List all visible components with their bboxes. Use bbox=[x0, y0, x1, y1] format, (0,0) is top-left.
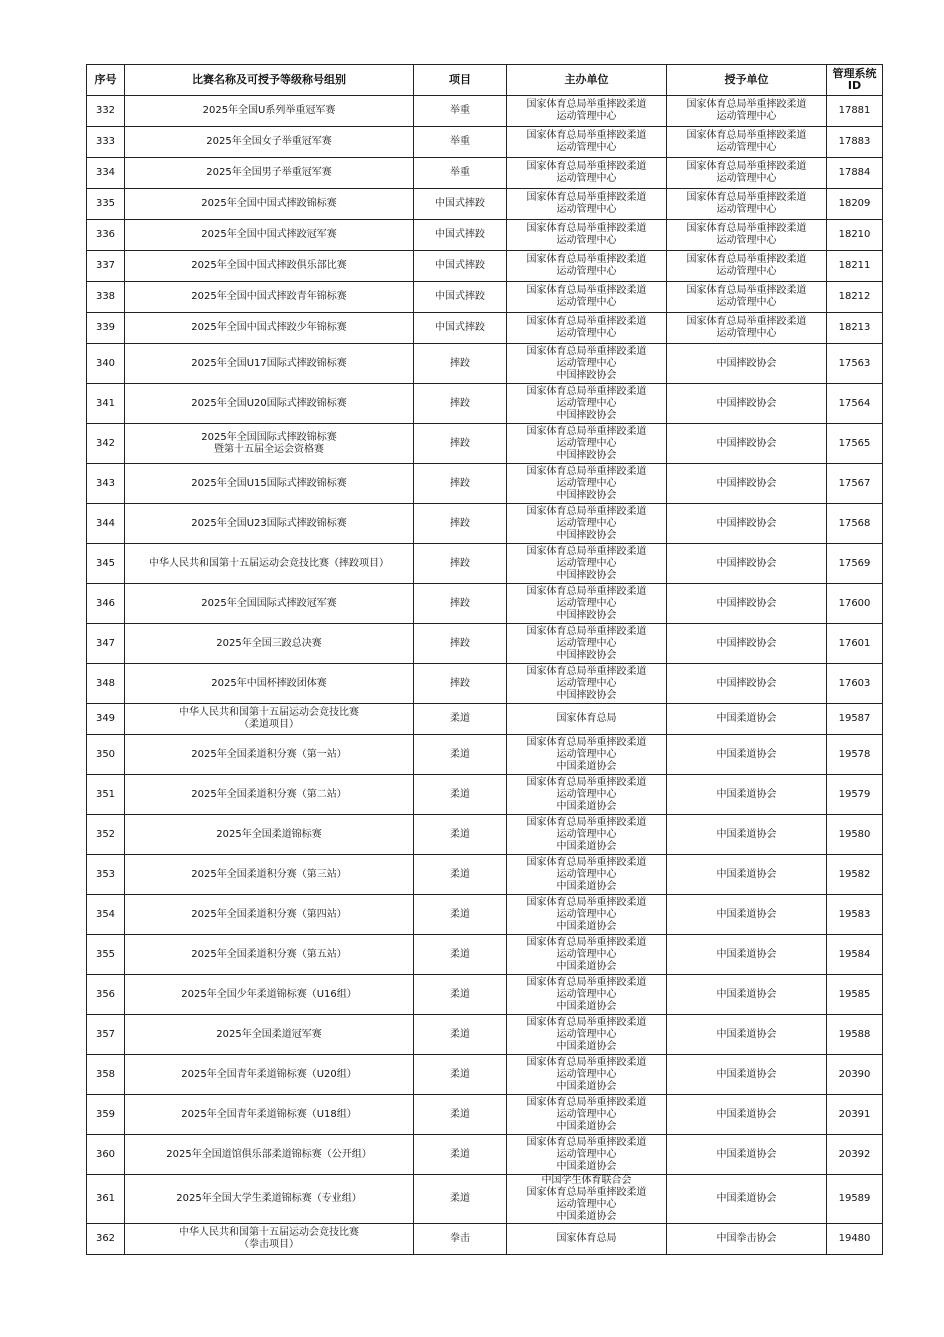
cell-item: 摔跤 bbox=[414, 504, 507, 544]
cell-name: 2025年全国三跤总决赛 bbox=[125, 624, 414, 664]
cell-id: 18210 bbox=[827, 220, 883, 251]
cell-name: 2025年全国柔道积分赛（第一站） bbox=[125, 735, 414, 775]
cell-no: 351 bbox=[87, 775, 125, 815]
cell-name: 2025年全国柔道锦标赛 bbox=[125, 815, 414, 855]
cell-name: 中华人民共和国第十五届运动会竞技比赛 （拳击项目） bbox=[125, 1224, 414, 1255]
cell-organizer: 国家体育总局举重摔跤柔道 运动管理中心 中国摔跤协会 bbox=[507, 544, 667, 584]
cell-organizer: 国家体育总局举重摔跤柔道 运动管理中心 中国柔道协会 bbox=[507, 895, 667, 935]
cell-item: 柔道 bbox=[414, 775, 507, 815]
table-row bbox=[87, 344, 883, 384]
cell-id: 19589 bbox=[827, 1175, 883, 1224]
table-row bbox=[87, 251, 883, 282]
header-no: 序号 bbox=[87, 65, 125, 96]
table-row bbox=[87, 935, 883, 975]
table-row bbox=[87, 855, 883, 895]
cell-name: 2025年全国女子举重冠军赛 bbox=[125, 127, 414, 158]
cell-no: 336 bbox=[87, 220, 125, 251]
cell-no: 357 bbox=[87, 1015, 125, 1055]
cell-authority: 中国摔跤协会 bbox=[667, 384, 827, 424]
cell-no: 358 bbox=[87, 1055, 125, 1095]
cell-no: 342 bbox=[87, 424, 125, 464]
cell-organizer: 国家体育总局 bbox=[507, 704, 667, 735]
cell-authority: 中国柔道协会 bbox=[667, 1055, 827, 1095]
cell-no: 343 bbox=[87, 464, 125, 504]
cell-no: 338 bbox=[87, 282, 125, 313]
cell-item: 拳击 bbox=[414, 1224, 507, 1255]
header-name: 比赛名称及可授予等级称号组别 bbox=[125, 65, 414, 96]
cell-authority: 国家体育总局举重摔跤柔道 运动管理中心 bbox=[667, 96, 827, 127]
cell-name: 2025年全国U系列举重冠军赛 bbox=[125, 96, 414, 127]
cell-id: 20391 bbox=[827, 1095, 883, 1135]
cell-authority: 中国柔道协会 bbox=[667, 1135, 827, 1175]
cell-name: 2025年全国国际式摔跤冠军赛 bbox=[125, 584, 414, 624]
cell-name: 2025年全国中国式摔跤青年锦标赛 bbox=[125, 282, 414, 313]
cell-id: 20392 bbox=[827, 1135, 883, 1175]
cell-id: 18211 bbox=[827, 251, 883, 282]
cell-name: 中华人民共和国第十五届运动会竞技比赛 （柔道项目） bbox=[125, 704, 414, 735]
cell-id: 19585 bbox=[827, 975, 883, 1015]
cell-item: 举重 bbox=[414, 96, 507, 127]
cell-no: 349 bbox=[87, 704, 125, 735]
cell-authority: 中国拳击协会 bbox=[667, 1224, 827, 1255]
cell-item: 摔跤 bbox=[414, 624, 507, 664]
cell-no: 332 bbox=[87, 96, 125, 127]
cell-authority: 国家体育总局举重摔跤柔道 运动管理中心 bbox=[667, 251, 827, 282]
table-row bbox=[87, 1224, 883, 1255]
cell-id: 17601 bbox=[827, 624, 883, 664]
cell-no: 345 bbox=[87, 544, 125, 584]
cell-no: 361 bbox=[87, 1175, 125, 1224]
cell-organizer: 国家体育总局举重摔跤柔道 运动管理中心 中国柔道协会 bbox=[507, 815, 667, 855]
header-id: 管理系统 ID bbox=[827, 65, 883, 96]
cell-item: 柔道 bbox=[414, 975, 507, 1015]
table-row bbox=[87, 704, 883, 735]
cell-no: 335 bbox=[87, 189, 125, 220]
table-row bbox=[87, 282, 883, 313]
table-row bbox=[87, 1175, 883, 1224]
cell-no: 355 bbox=[87, 935, 125, 975]
cell-no: 352 bbox=[87, 815, 125, 855]
cell-organizer: 国家体育总局举重摔跤柔道 运动管理中心 bbox=[507, 189, 667, 220]
cell-id: 19582 bbox=[827, 855, 883, 895]
table-row bbox=[87, 1055, 883, 1095]
cell-name: 2025年全国U20国际式摔跤锦标赛 bbox=[125, 384, 414, 424]
cell-organizer: 国家体育总局举重摔跤柔道 运动管理中心 中国柔道协会 bbox=[507, 855, 667, 895]
cell-no: 354 bbox=[87, 895, 125, 935]
cell-name: 2025年全国中国式摔跤少年锦标赛 bbox=[125, 313, 414, 344]
table-row bbox=[87, 504, 883, 544]
cell-no: 350 bbox=[87, 735, 125, 775]
cell-item: 摔跤 bbox=[414, 384, 507, 424]
cell-name: 2025年全国中国式摔跤冠军赛 bbox=[125, 220, 414, 251]
cell-id: 19480 bbox=[827, 1224, 883, 1255]
cell-authority: 中国摔跤协会 bbox=[667, 344, 827, 384]
table-row bbox=[87, 1135, 883, 1175]
cell-id: 17564 bbox=[827, 384, 883, 424]
cell-organizer: 国家体育总局举重摔跤柔道 运动管理中心 中国柔道协会 bbox=[507, 1055, 667, 1095]
cell-item: 中国式摔跤 bbox=[414, 282, 507, 313]
cell-authority: 中国摔跤协会 bbox=[667, 464, 827, 504]
cell-no: 346 bbox=[87, 584, 125, 624]
cell-no: 334 bbox=[87, 158, 125, 189]
cell-item: 中国式摔跤 bbox=[414, 189, 507, 220]
cell-item: 柔道 bbox=[414, 1095, 507, 1135]
cell-name: 2025年全国U17国际式摔跤锦标赛 bbox=[125, 344, 414, 384]
cell-authority: 中国柔道协会 bbox=[667, 704, 827, 735]
cell-organizer: 国家体育总局举重摔跤柔道 运动管理中心 中国柔道协会 bbox=[507, 935, 667, 975]
cell-organizer: 国家体育总局举重摔跤柔道 运动管理中心 中国柔道协会 bbox=[507, 735, 667, 775]
header-organizer: 主办单位 bbox=[507, 65, 667, 96]
cell-item: 摔跤 bbox=[414, 664, 507, 704]
table-row bbox=[87, 664, 883, 704]
cell-name: 2025年全国中国式摔跤俱乐部比赛 bbox=[125, 251, 414, 282]
cell-item: 柔道 bbox=[414, 855, 507, 895]
table-row bbox=[87, 189, 883, 220]
table-row bbox=[87, 384, 883, 424]
table-row bbox=[87, 895, 883, 935]
cell-id: 19580 bbox=[827, 815, 883, 855]
table-row bbox=[87, 464, 883, 504]
cell-id: 19579 bbox=[827, 775, 883, 815]
cell-organizer: 国家体育总局举重摔跤柔道 运动管理中心 中国柔道协会 bbox=[507, 775, 667, 815]
cell-item: 柔道 bbox=[414, 1135, 507, 1175]
cell-item: 举重 bbox=[414, 127, 507, 158]
cell-id: 18212 bbox=[827, 282, 883, 313]
cell-organizer: 国家体育总局举重摔跤柔道 运动管理中心 中国摔跤协会 bbox=[507, 464, 667, 504]
cell-authority: 国家体育总局举重摔跤柔道 运动管理中心 bbox=[667, 127, 827, 158]
cell-organizer: 国家体育总局举重摔跤柔道 运动管理中心 中国柔道协会 bbox=[507, 1015, 667, 1055]
cell-organizer: 国家体育总局举重摔跤柔道 运动管理中心 中国摔跤协会 bbox=[507, 344, 667, 384]
cell-item: 柔道 bbox=[414, 704, 507, 735]
cell-organizer: 国家体育总局举重摔跤柔道 运动管理中心 中国摔跤协会 bbox=[507, 424, 667, 464]
cell-name: 2025年全国柔道积分赛（第五站） bbox=[125, 935, 414, 975]
cell-item: 柔道 bbox=[414, 1055, 507, 1095]
cell-id: 17603 bbox=[827, 664, 883, 704]
cell-authority: 中国摔跤协会 bbox=[667, 664, 827, 704]
table-row bbox=[87, 127, 883, 158]
cell-authority: 国家体育总局举重摔跤柔道 运动管理中心 bbox=[667, 313, 827, 344]
table-row bbox=[87, 975, 883, 1015]
cell-item: 中国式摔跤 bbox=[414, 251, 507, 282]
cell-organizer: 国家体育总局举重摔跤柔道 运动管理中心 中国摔跤协会 bbox=[507, 504, 667, 544]
cell-id: 18209 bbox=[827, 189, 883, 220]
cell-name: 2025年全国大学生柔道锦标赛（专业组） bbox=[125, 1175, 414, 1224]
cell-authority: 中国摔跤协会 bbox=[667, 584, 827, 624]
cell-id: 17883 bbox=[827, 127, 883, 158]
cell-authority: 中国摔跤协会 bbox=[667, 424, 827, 464]
cell-id: 17567 bbox=[827, 464, 883, 504]
cell-authority: 国家体育总局举重摔跤柔道 运动管理中心 bbox=[667, 220, 827, 251]
cell-id: 19584 bbox=[827, 935, 883, 975]
cell-item: 摔跤 bbox=[414, 584, 507, 624]
cell-name: 2025年全国柔道积分赛（第二站） bbox=[125, 775, 414, 815]
cell-organizer: 国家体育总局举重摔跤柔道 运动管理中心 bbox=[507, 96, 667, 127]
table-row bbox=[87, 735, 883, 775]
cell-name: 2025年全国中国式摔跤锦标赛 bbox=[125, 189, 414, 220]
cell-organizer: 国家体育总局举重摔跤柔道 运动管理中心 bbox=[507, 282, 667, 313]
table-row bbox=[87, 424, 883, 464]
cell-no: 337 bbox=[87, 251, 125, 282]
cell-no: 359 bbox=[87, 1095, 125, 1135]
cell-no: 341 bbox=[87, 384, 125, 424]
cell-item: 中国式摔跤 bbox=[414, 220, 507, 251]
cell-no: 353 bbox=[87, 855, 125, 895]
cell-organizer: 国家体育总局举重摔跤柔道 运动管理中心 中国摔跤协会 bbox=[507, 384, 667, 424]
cell-no: 356 bbox=[87, 975, 125, 1015]
cell-no: 339 bbox=[87, 313, 125, 344]
cell-organizer: 国家体育总局 bbox=[507, 1224, 667, 1255]
table-row bbox=[87, 624, 883, 664]
table-row bbox=[87, 96, 883, 127]
cell-id: 17563 bbox=[827, 344, 883, 384]
cell-id: 17600 bbox=[827, 584, 883, 624]
table-row bbox=[87, 1095, 883, 1135]
cell-id: 17565 bbox=[827, 424, 883, 464]
cell-organizer: 国家体育总局举重摔跤柔道 运动管理中心 中国摔跤协会 bbox=[507, 664, 667, 704]
cell-authority: 中国柔道协会 bbox=[667, 775, 827, 815]
cell-id: 17881 bbox=[827, 96, 883, 127]
cell-name: 2025年全国青年柔道锦标赛（U20组） bbox=[125, 1055, 414, 1095]
cell-no: 362 bbox=[87, 1224, 125, 1255]
cell-organizer: 国家体育总局举重摔跤柔道 运动管理中心 bbox=[507, 158, 667, 189]
cell-authority: 中国柔道协会 bbox=[667, 855, 827, 895]
table-row bbox=[87, 313, 883, 344]
cell-authority: 中国柔道协会 bbox=[667, 1095, 827, 1135]
cell-organizer: 国家体育总局举重摔跤柔道 运动管理中心 中国摔跤协会 bbox=[507, 624, 667, 664]
table-body bbox=[87, 96, 883, 1255]
cell-organizer: 国家体育总局举重摔跤柔道 运动管理中心 bbox=[507, 251, 667, 282]
header-item: 项目 bbox=[414, 65, 507, 96]
cell-authority: 中国柔道协会 bbox=[667, 1175, 827, 1224]
cell-item: 柔道 bbox=[414, 1175, 507, 1224]
cell-authority: 中国摔跤协会 bbox=[667, 624, 827, 664]
cell-name: 2025年全国柔道积分赛（第四站） bbox=[125, 895, 414, 935]
cell-no: 333 bbox=[87, 127, 125, 158]
cell-no: 348 bbox=[87, 664, 125, 704]
cell-organizer: 国家体育总局举重摔跤柔道 运动管理中心 bbox=[507, 313, 667, 344]
cell-organizer: 中国学生体育联合会 国家体育总局举重摔跤柔道 运动管理中心 中国柔道协会 bbox=[507, 1175, 667, 1224]
cell-authority: 中国摔跤协会 bbox=[667, 504, 827, 544]
cell-item: 摔跤 bbox=[414, 544, 507, 584]
cell-item: 柔道 bbox=[414, 935, 507, 975]
cell-no: 347 bbox=[87, 624, 125, 664]
cell-item: 举重 bbox=[414, 158, 507, 189]
cell-id: 19578 bbox=[827, 735, 883, 775]
cell-item: 摔跤 bbox=[414, 344, 507, 384]
cell-authority: 中国柔道协会 bbox=[667, 815, 827, 855]
cell-organizer: 国家体育总局举重摔跤柔道 运动管理中心 中国柔道协会 bbox=[507, 1135, 667, 1175]
cell-authority: 国家体育总局举重摔跤柔道 运动管理中心 bbox=[667, 282, 827, 313]
cell-name: 2025年全国国际式摔跤锦标赛 暨第十五届全运会资格赛 bbox=[125, 424, 414, 464]
table-header-row bbox=[87, 65, 883, 96]
cell-name: 2025年中国杯摔跤团体赛 bbox=[125, 664, 414, 704]
cell-item: 摔跤 bbox=[414, 464, 507, 504]
cell-name: 中华人民共和国第十五届运动会竞技比赛（摔跤项目） bbox=[125, 544, 414, 584]
cell-authority: 中国摔跤协会 bbox=[667, 544, 827, 584]
cell-item: 柔道 bbox=[414, 895, 507, 935]
cell-id: 17884 bbox=[827, 158, 883, 189]
table-row bbox=[87, 815, 883, 855]
table-row bbox=[87, 220, 883, 251]
cell-organizer: 国家体育总局举重摔跤柔道 运动管理中心 bbox=[507, 127, 667, 158]
table-row bbox=[87, 1015, 883, 1055]
cell-authority: 国家体育总局举重摔跤柔道 运动管理中心 bbox=[667, 158, 827, 189]
cell-id: 18213 bbox=[827, 313, 883, 344]
cell-id: 17568 bbox=[827, 504, 883, 544]
cell-name: 2025年全国少年柔道锦标赛（U16组） bbox=[125, 975, 414, 1015]
cell-id: 19587 bbox=[827, 704, 883, 735]
cell-name: 2025年全国青年柔道锦标赛（U18组） bbox=[125, 1095, 414, 1135]
cell-id: 19588 bbox=[827, 1015, 883, 1055]
cell-authority: 中国柔道协会 bbox=[667, 895, 827, 935]
cell-name: 2025年全国柔道积分赛（第三站） bbox=[125, 855, 414, 895]
cell-item: 中国式摔跤 bbox=[414, 313, 507, 344]
cell-no: 344 bbox=[87, 504, 125, 544]
table-row bbox=[87, 544, 883, 584]
cell-authority: 中国柔道协会 bbox=[667, 975, 827, 1015]
cell-organizer: 国家体育总局举重摔跤柔道 运动管理中心 中国柔道协会 bbox=[507, 1095, 667, 1135]
competition-table bbox=[86, 64, 883, 1255]
cell-authority: 中国柔道协会 bbox=[667, 1015, 827, 1055]
cell-name: 2025年全国道馆俱乐部柔道锦标赛（公开组） bbox=[125, 1135, 414, 1175]
cell-no: 340 bbox=[87, 344, 125, 384]
cell-id: 17569 bbox=[827, 544, 883, 584]
cell-name: 2025年全国柔道冠军赛 bbox=[125, 1015, 414, 1055]
cell-name: 2025年全国U15国际式摔跤锦标赛 bbox=[125, 464, 414, 504]
cell-authority: 国家体育总局举重摔跤柔道 运动管理中心 bbox=[667, 189, 827, 220]
cell-name: 2025年全国男子举重冠军赛 bbox=[125, 158, 414, 189]
cell-id: 20390 bbox=[827, 1055, 883, 1095]
cell-item: 摔跤 bbox=[414, 424, 507, 464]
cell-item: 柔道 bbox=[414, 815, 507, 855]
table-row bbox=[87, 584, 883, 624]
cell-no: 360 bbox=[87, 1135, 125, 1175]
cell-item: 柔道 bbox=[414, 1015, 507, 1055]
cell-name: 2025年全国U23国际式摔跤锦标赛 bbox=[125, 504, 414, 544]
header-authority: 授予单位 bbox=[667, 65, 827, 96]
cell-item: 柔道 bbox=[414, 735, 507, 775]
cell-authority: 中国柔道协会 bbox=[667, 935, 827, 975]
cell-organizer: 国家体育总局举重摔跤柔道 运动管理中心 中国柔道协会 bbox=[507, 975, 667, 1015]
cell-id: 19583 bbox=[827, 895, 883, 935]
cell-authority: 中国柔道协会 bbox=[667, 735, 827, 775]
cell-organizer: 国家体育总局举重摔跤柔道 运动管理中心 中国摔跤协会 bbox=[507, 584, 667, 624]
table-row bbox=[87, 158, 883, 189]
cell-organizer: 国家体育总局举重摔跤柔道 运动管理中心 bbox=[507, 220, 667, 251]
table-row bbox=[87, 775, 883, 815]
